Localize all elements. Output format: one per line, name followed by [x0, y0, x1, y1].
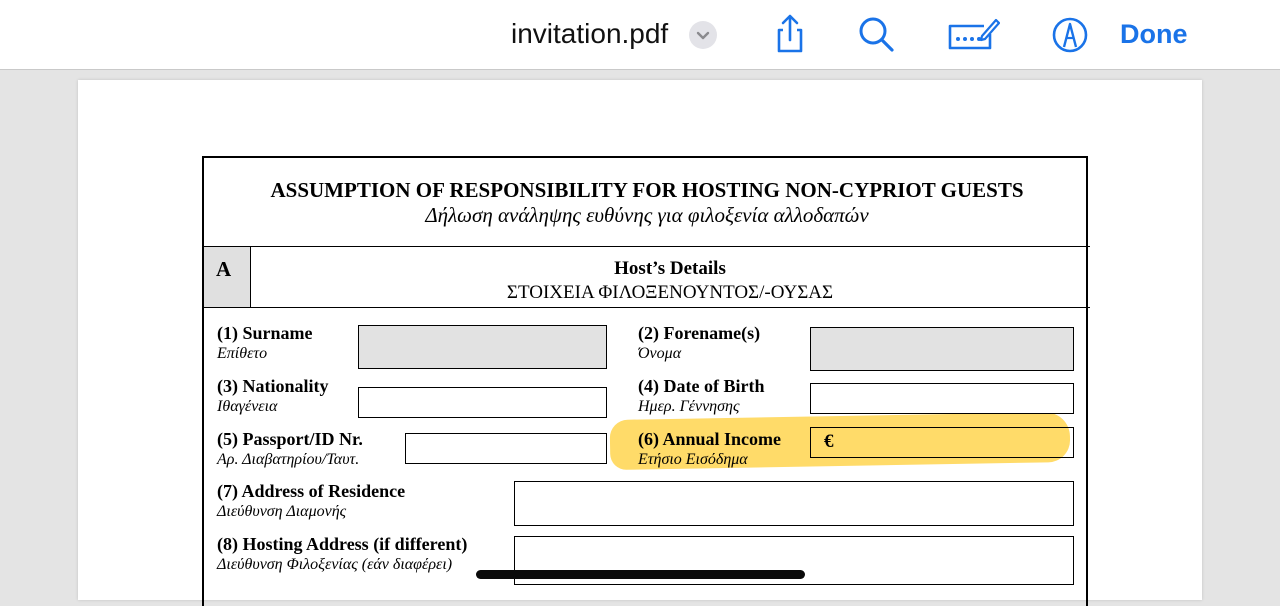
divider [204, 307, 1090, 308]
form-title: ASSUMPTION OF RESPONSIBILITY FOR HOSTING NON-CYPRIOT GUESTS [270, 178, 1024, 202]
share-button[interactable] [770, 14, 810, 54]
section-letter: A [216, 257, 232, 281]
address-label: (7) Address of Residence Διεύθυνση Διαμονής [217, 481, 406, 520]
section-label-box [204, 247, 251, 308]
share-icon [770, 14, 810, 54]
income-field[interactable]: € [810, 427, 1074, 458]
chevron-down-icon [689, 21, 717, 49]
forename-field[interactable] [810, 327, 1074, 371]
dob-label: (4) Date of Birth Ημερ. Γέννησης [638, 376, 765, 415]
income-label: (6) Annual Income Ετήσιο Εισόδημα [638, 429, 782, 468]
done-button[interactable]: Done [1120, 19, 1188, 49]
markup-icon [1050, 14, 1090, 54]
dob-field[interactable] [810, 383, 1074, 414]
section-title: Host’s Details [614, 258, 726, 279]
nationality-field[interactable] [358, 387, 607, 418]
markup-button[interactable] [1050, 14, 1090, 54]
forename-label: (2) Forename(s) Όνομα [638, 323, 761, 362]
title-menu-button[interactable] [689, 21, 717, 49]
search-icon [856, 14, 896, 54]
search-button[interactable] [856, 14, 896, 54]
signature-button[interactable] [946, 14, 1000, 54]
document-title[interactable]: invitation.pdf [511, 18, 669, 49]
divider [204, 246, 1090, 247]
surname-label: (1) Surname Επίθετο [217, 323, 313, 362]
address-field[interactable] [514, 481, 1074, 526]
signature-icon [946, 14, 1000, 54]
surname-field[interactable] [358, 325, 607, 369]
home-indicator[interactable] [476, 570, 805, 579]
nationality-label: (3) Nationality Ιθαγένεια [217, 376, 329, 415]
section-subtitle: ΣΤΟΙΧΕΙΑ ΦΙΛΟΞΕΝΟΥΝΤΟΣ/-ΟΥΣΑΣ [506, 282, 834, 303]
passport-label: (5) Passport/ID Nr. Αρ. Διαβατηρίου/Ταυτ. [217, 429, 363, 468]
hosting-address-label: (8) Hosting Address (if different) Διεύθυνση Φιλοξενίας (εάν διαφέρει) [217, 534, 468, 573]
pdf-toolbar [0, 0, 1280, 70]
form-subtitle: Δήλωση ανάληψης ευθύνης για φιλοξενία αλλοδαπών [425, 203, 869, 227]
passport-field[interactable] [405, 433, 607, 464]
